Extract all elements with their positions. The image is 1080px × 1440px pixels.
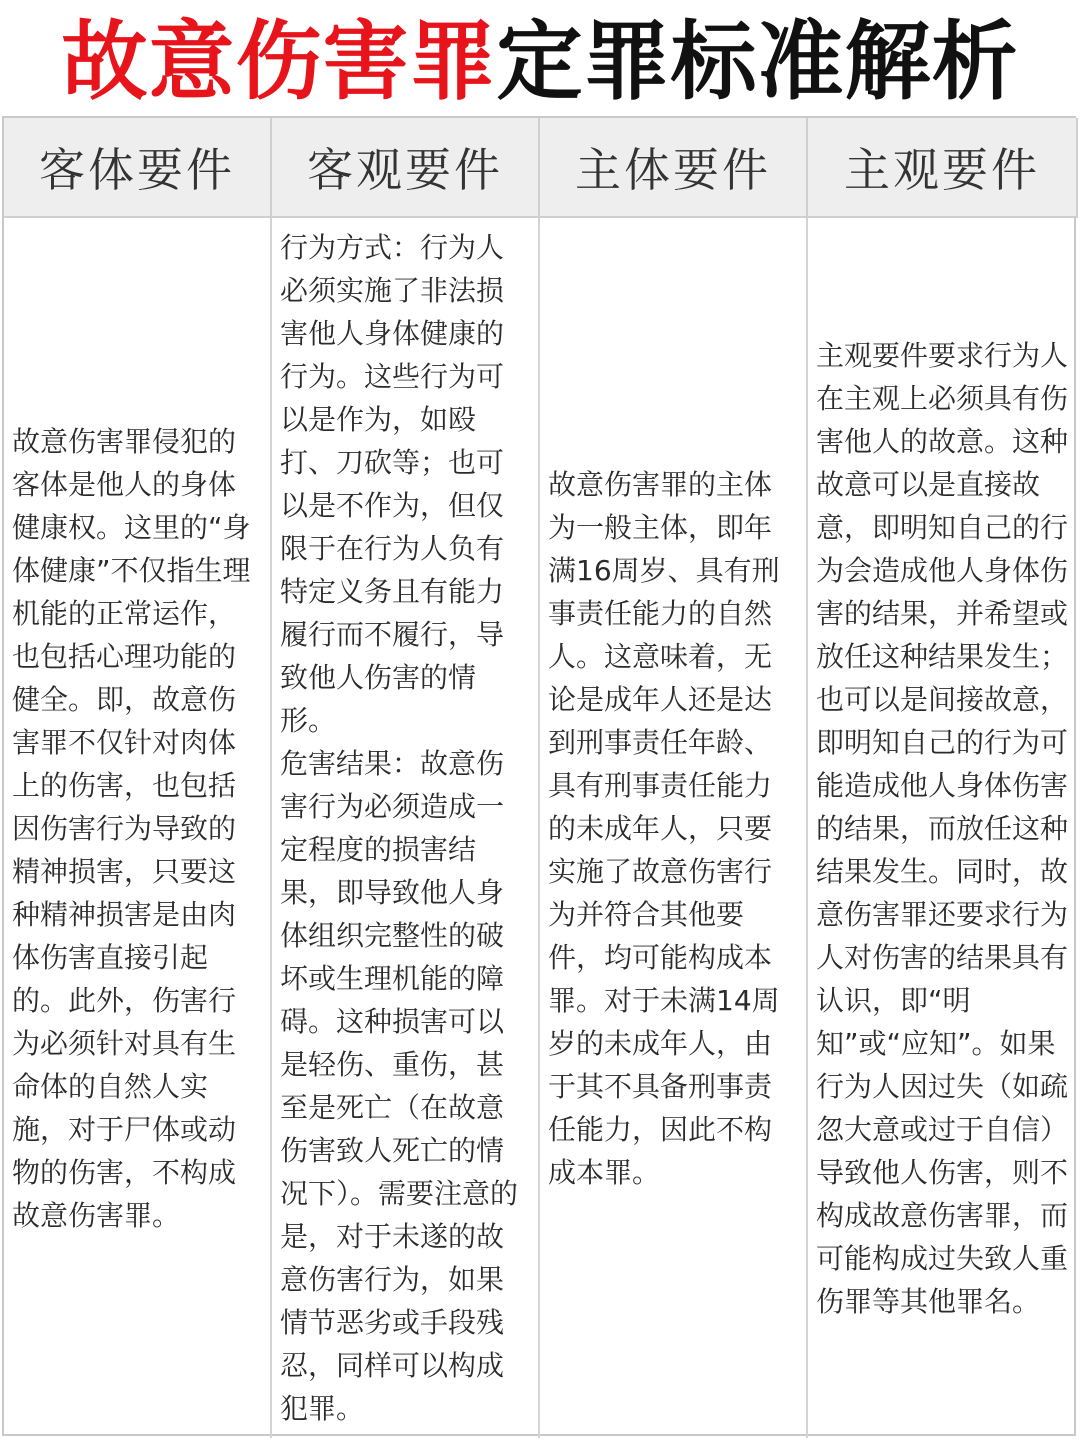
cell-subjective-text: 主观要件要求行为人在主观上必须具有伤害他人的故意。这种故意可以是直接故意，即明知自己的行为会造成他人身体伤害的结果，并希望或放任这种结果发生；也可以是间接故意，即明知自己的行为可能造成他人身体伤害的结果，而放任这种结果发生。同时，故意伤害罪还要求行为人对伤害的结果具有认识，即“明知”或“应知”。如果行为人因过失（如疏忽大意或过于自信）导致他人伤害，则不构成故意伤害罪，而可能构成过失致人重伤罪等其他罪名。 bbox=[816, 338, 1069, 1318]
cell-objective-text: 行为方式：行为人必须实施了非法损害他人身体健康的行为。这些行为可以是作为，如殴打、刀砍等；也可以是不作为，但仅限于在行为人负有特定义务且有能力履行而不履行，导致他人伤害的情形。 危害结果：故意伤害行为必须造成一定程度的损害结果，即导致他人身体组织完整性的破坏或生理机能的障碍。这种损害可以是轻伤、重伤，甚至是死亡（在故意伤害致人死亡的情况下）。需要注意的是，对于未遂的故意伤害行为，如果情节恶劣或手段残忍，同样可以构成犯罪。 bbox=[280, 231, 519, 1425]
criteria-table bbox=[2, 116, 1076, 1436]
cell-object-text: 故意伤害罪侵犯的客体是他人的身体健康权。这里的“身体健康”不仅指生理机能的正常运作，也包括心理功能的健全。即，故意伤害罪不仅针对肉体上的伤害，也包括因伤害行为导致的精神损害，只要这种精神损害是由肉体伤害直接引起的。此外，伤害行为必须针对具有生命体的自然人实施，对于尸体或动物的伤害，不构成故意伤害罪。 bbox=[12, 424, 251, 1232]
title-highlight: 故意伤害罪 bbox=[61, 12, 497, 112]
cell-subject-element bbox=[540, 218, 808, 1438]
header-object-element: 客体要件 bbox=[4, 118, 272, 218]
header-subjective-element: 主观要件 bbox=[808, 118, 1078, 218]
cell-objective-element bbox=[272, 218, 540, 1438]
title-rest: 定罪标准解析 bbox=[496, 12, 1019, 112]
cell-subjective-element bbox=[808, 218, 1078, 1438]
header-objective-element: 客观要件 bbox=[272, 118, 540, 218]
header-subject-element: 主体要件 bbox=[540, 118, 808, 218]
page-title bbox=[0, 12, 1080, 112]
cell-object-element bbox=[4, 218, 272, 1438]
cell-subject-text: 故意伤害罪的主体为一般主体，即年满16周岁、具有刑事责任能力的自然人。这意味着，无论是成年人还是达到刑事责任年龄、具有刑事责任能力的未成年人，只要实施了故意伤害行为并符合其他要件，均可能构成本罪。对于未满14周岁的未成年人，由于其不具备刑事责任能力，因此不构成本罪。 bbox=[548, 467, 780, 1189]
